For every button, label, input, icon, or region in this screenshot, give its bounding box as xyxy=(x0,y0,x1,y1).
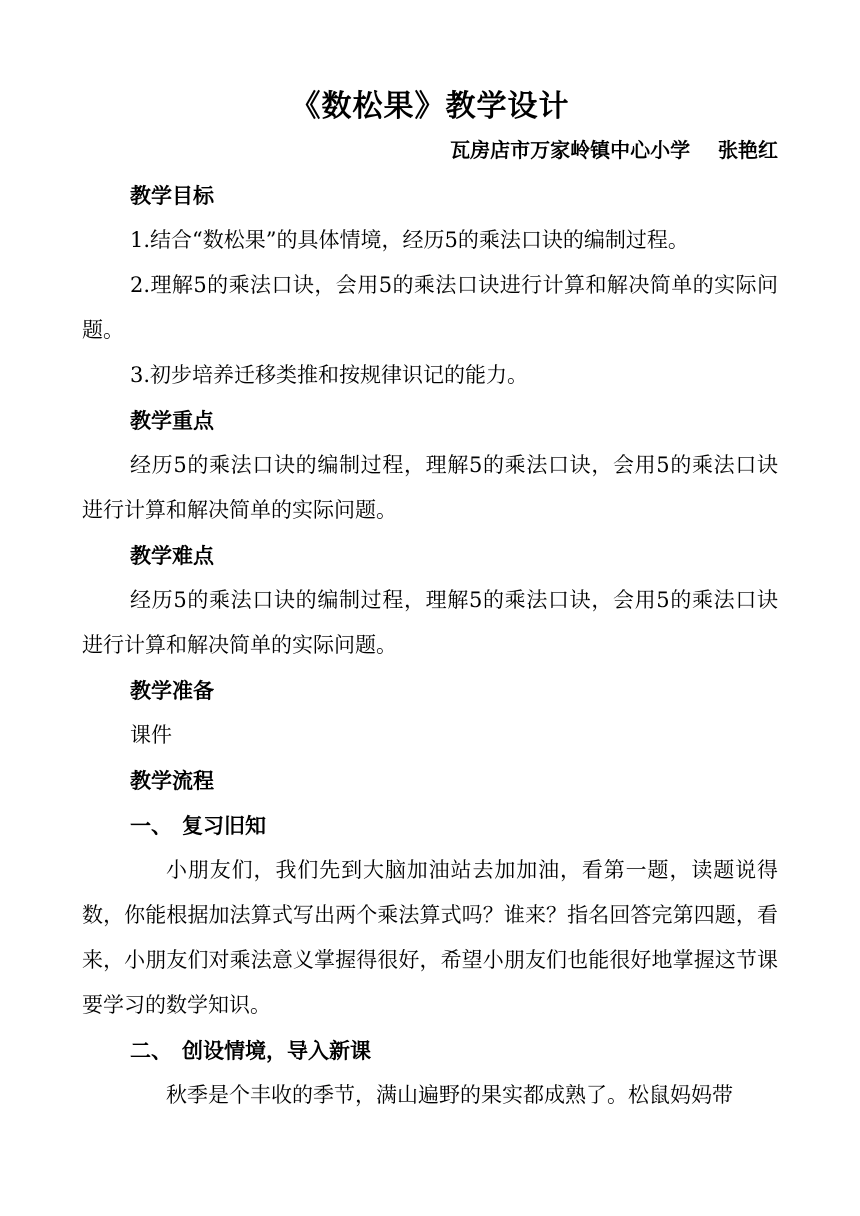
difficulty-heading: 教学难点 xyxy=(130,543,214,568)
step-2-title: 创设情境，导入新课 xyxy=(182,1038,371,1063)
key-point-heading: 教学重点 xyxy=(130,408,214,433)
difficulty-text: 经历5的乘法口诀的编制过程，理解5的乘法口诀，会用5的乘法口诀进行计算和解决简单的实际问题。 xyxy=(82,588,778,657)
process-heading: 教学流程 xyxy=(130,768,214,793)
step-1-heading xyxy=(82,803,778,848)
step-1-number: 一、 xyxy=(130,813,172,838)
preparation-text: 课件 xyxy=(130,723,172,747)
step-1-text: 小朋友们，我们先到大脑加油站去加加油，看第一题，读题说得数，你能根据加法算式写出两个乘法算式吗？谁来？指名回答完第四题，看来，小朋友们对乘法意义掌握得很好，希望小朋友们也能很好地掌握这节课要学习的数学知识。 xyxy=(82,858,778,1017)
author-line: 瓦房店市万家岭镇中心小学 张艳红 xyxy=(450,138,778,162)
step-1-title: 复习旧知 xyxy=(182,813,266,838)
step-2-text: 秋季是个丰收的季节，满山遍野的果实都成熟了。松鼠妈妈带 xyxy=(166,1083,733,1107)
objective-2: 2.理解5的乘法口诀，会用5的乘法口诀进行计算和解决简单的实际问题。 xyxy=(82,273,778,342)
key-point-text: 经历5的乘法口诀的编制过程，理解5的乘法口诀，会用5的乘法口诀进行计算和解决简单的实际问题。 xyxy=(82,453,778,522)
step-2-heading xyxy=(82,1028,778,1073)
objective-3: 3.初步培养迁移类推和按规律识记的能力。 xyxy=(130,363,529,387)
document-body xyxy=(82,173,778,1118)
document-title: 《数松果》教学设计 xyxy=(290,89,570,124)
step-2-number: 二、 xyxy=(130,1038,172,1063)
preparation-heading: 教学准备 xyxy=(130,678,214,703)
objectives-heading: 教学目标 xyxy=(130,183,214,208)
objective-1: 1.结合“数松果”的具体情境，经历5的乘法口诀的编制过程。 xyxy=(130,228,689,252)
